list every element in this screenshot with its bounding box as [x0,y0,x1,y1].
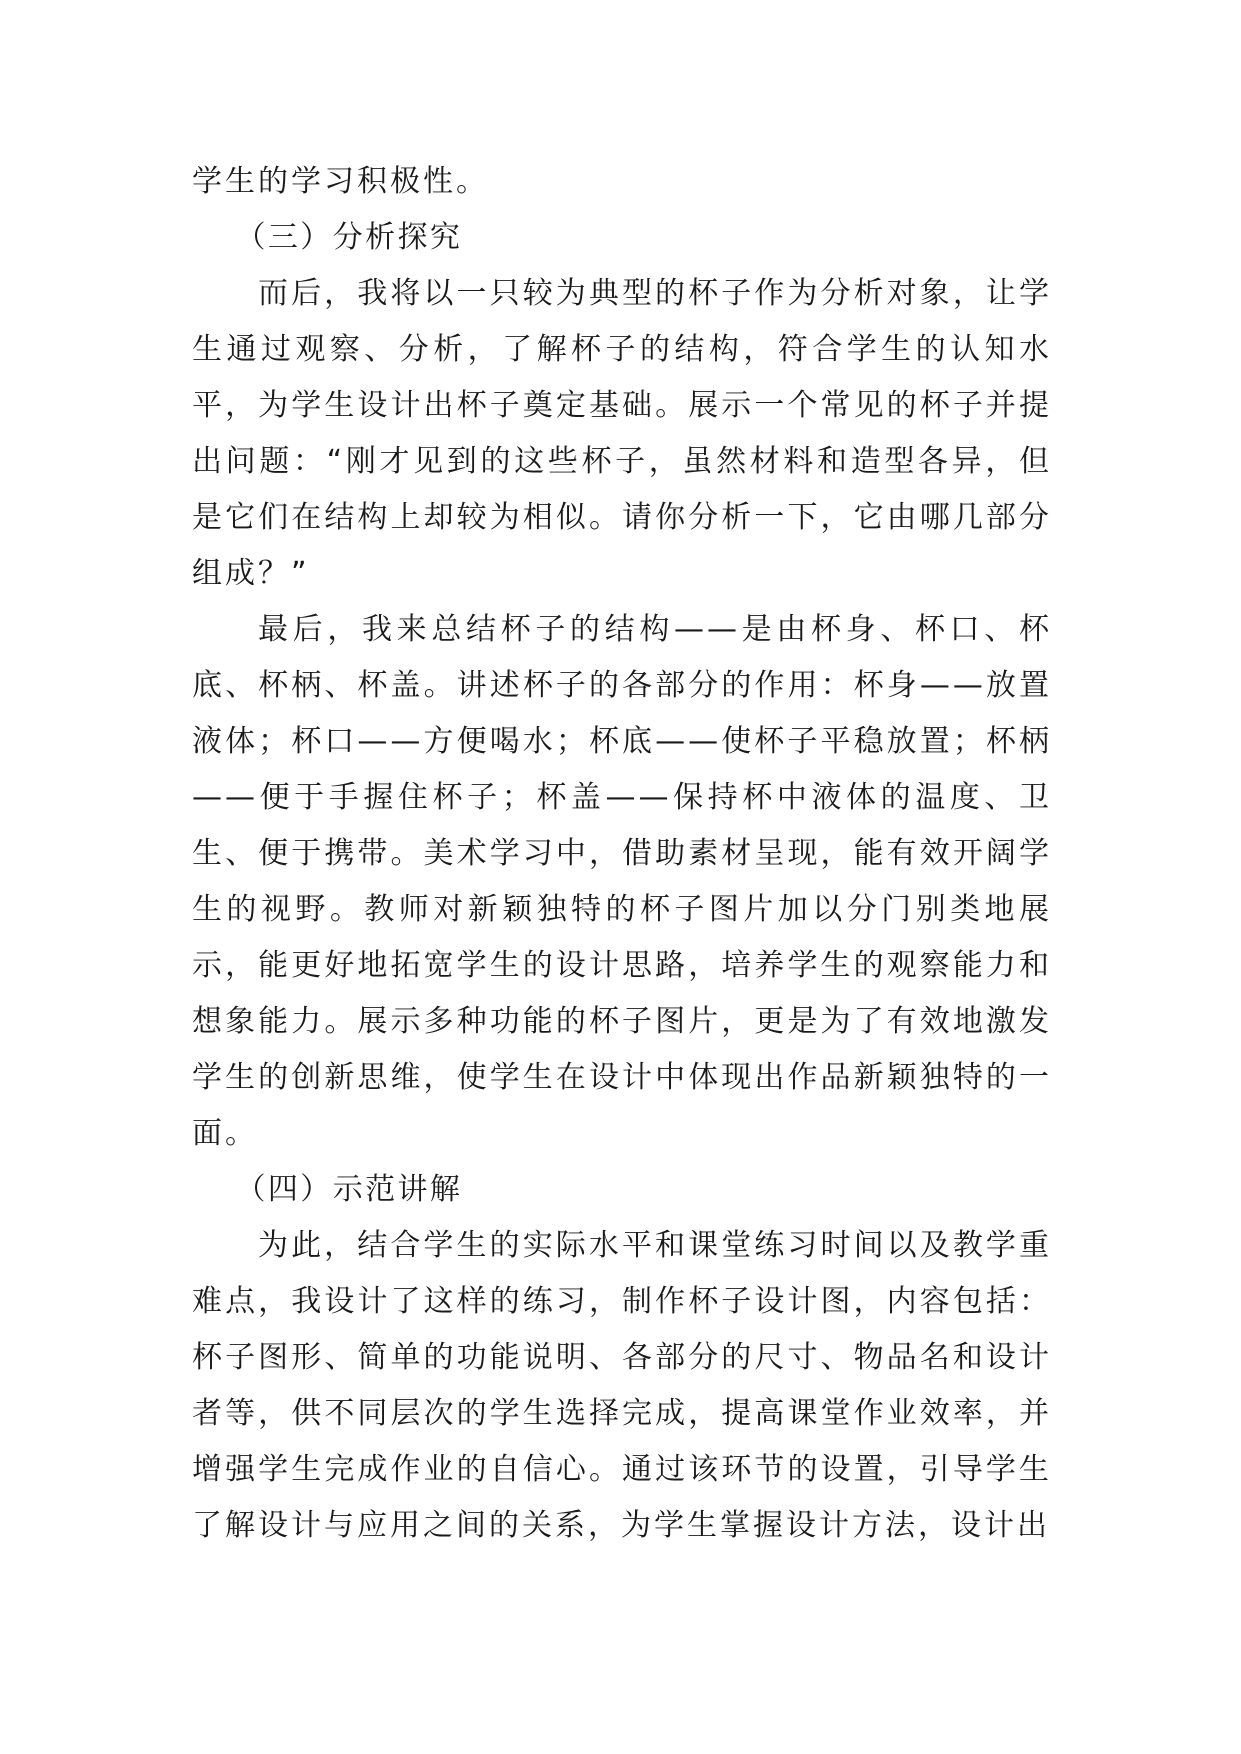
paragraph-continued: 学生的学习积极性。 [192,164,489,199]
paragraph-summary: 最后，我来总结杯子的结构——是由杯身、杯口、杯底、杯柄、杯盖。讲述杯子的各部分的作用：杯身——放置液体；杯口——方便喝水；杯底——使杯子平稳放置；杯柄——便于手握住杯子；杯盖——保持杯中液体的温度、卫生、便于携带。美术学习中，借助素材呈现，能有效开阔学生的视野。教师对新颖独特的杯子图片加以分门别类地展示，能更好地拓宽学生的设计思路，培养学生的观察能力和想象能力。展示多种功能的杯子图片，更是为了有效地激发学生的创新思维，使学生在设计中体现出作品新颖独特的一面。 [192,612,1052,1151]
section-heading-analysis: （三）分析探究 [235,220,463,255]
paragraph-analysis: 而后，我将以一只较为典型的杯子作为分析对象，让学生通过观察、分析，了解杯子的结构，符合学生的认知水平，为学生设计出杯子奠定基础。展示一个常见的杯子并提出问题：“刚才见到的这些杯子，虽然材料和造型各异，但是它们在结构上却较为相似。请你分析一下，它由哪几部分组成？” [192,276,1052,591]
document-body [192,154,1052,1554]
paragraph-demonstration: 为此，结合学生的实际水平和课堂练习时间以及教学重难点，我设计了这样的练习，制作杯子设计图，内容包括：杯子图形、简单的功能说明、各部分的尺寸、物品名和设计者等，供不同层次的学生选择完成，提高课堂作业效率，并增强学生完成作业的自信心。通过该环节的设置，引导学生了解设计与应用之间的关系，为学生掌握设计方法，设计出 [192,1228,1052,1543]
section-heading-demonstration: （四）示范讲解 [235,1172,463,1207]
